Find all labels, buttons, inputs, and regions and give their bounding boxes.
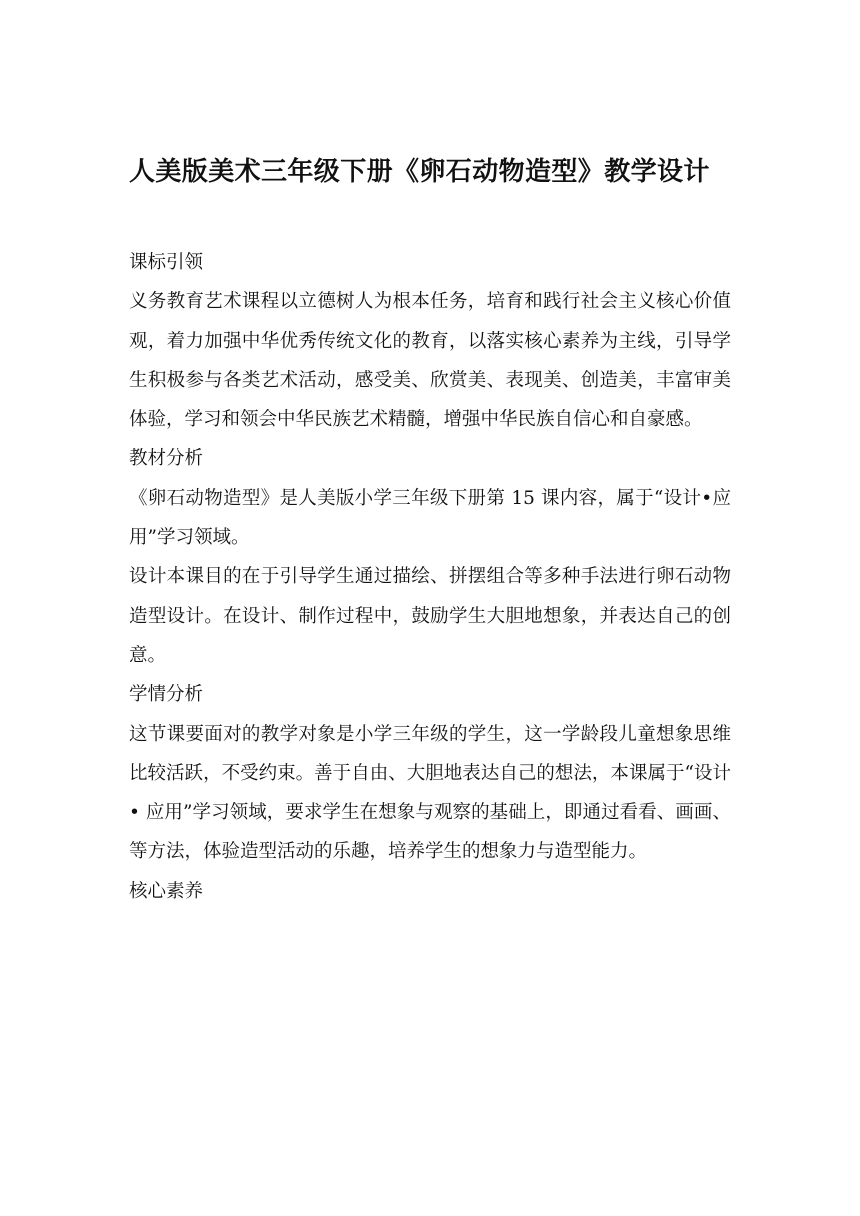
section-paragraph: 设计本课目的在于引导学生通过描绘、拼摆组合等多种手法进行卵石动物造型设计。在设计、制作过程中，鼓励学生大胆地想象，并表达自己的创意。 xyxy=(129,566,731,666)
document-title: 人美版美术三年级下册《卵石动物造型》教学设计 xyxy=(129,157,710,187)
section-textbook-analysis xyxy=(129,439,731,675)
section-student-analysis xyxy=(129,675,731,871)
section-paragraph: 义务教育艺术课程以立德树人为根本任务，培育和践行社会主义核心价值观，着力加强中华优秀传统文化的教育，以落实核心素养为主线，引导学生积极参与各类艺术活动，感受美、欣赏美、表现美、创造美，丰富审美体验，学习和领会中华民族艺术精髓，增强中华民族自信心和自豪感。 xyxy=(129,291,731,431)
section-heading: 学情分析 xyxy=(129,684,204,706)
section-core-literacy xyxy=(129,872,731,911)
section-curriculum-guidance xyxy=(129,243,731,439)
section-heading: 核心素养 xyxy=(129,880,204,902)
section-heading: 教材分析 xyxy=(129,448,204,470)
section-heading: 课标引领 xyxy=(129,252,204,273)
document-body xyxy=(129,243,731,911)
section-paragraph: 《卵石动物造型》是人美版小学三年级下册第 15 课内容，属于“设计•应用”学习领域。 xyxy=(129,487,731,549)
section-paragraph: 这节课要面对的教学对象是小学三年级的学生，这一学龄段儿童想象思维比较活跃，不受约束。善于自由、大胆地表达自己的想法，本课属于“设计 • 应用”学习领域，要求学生在想象与观察的基础上，即通过看看、画画、等方法，体验造型活动的乐趣，培养学生的想象力与造型能力。 xyxy=(129,723,731,863)
